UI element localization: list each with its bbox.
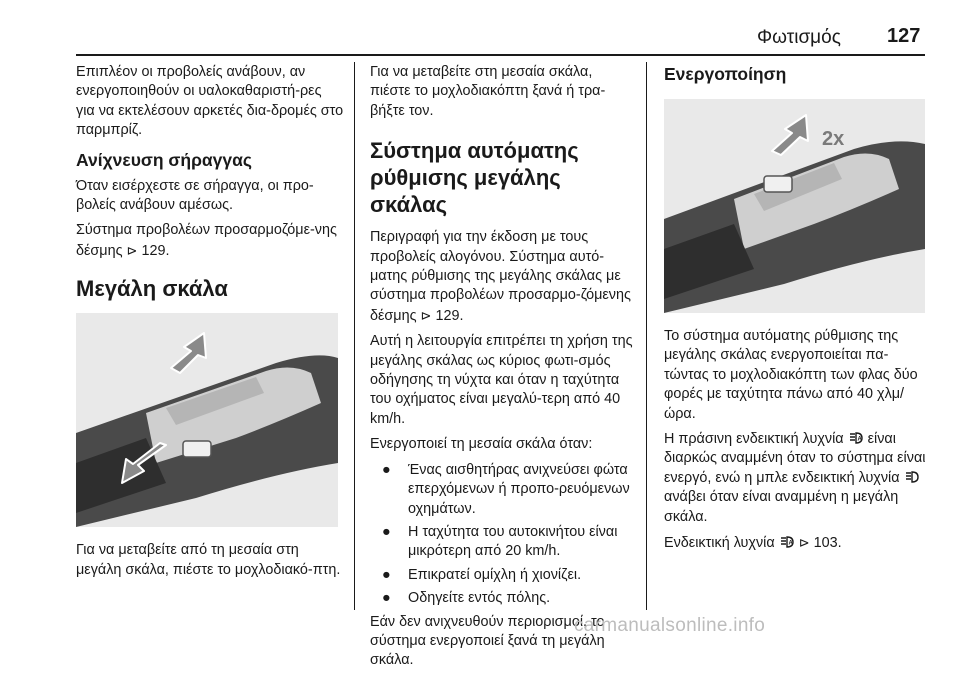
header-rule — [76, 54, 925, 56]
column-3 — [664, 63, 928, 559]
paragraph-indicator-ref: Ενδεικτική λυχνία A ⊳ 103. — [664, 535, 842, 552]
auto-high-beam-indicator-icon — [848, 432, 864, 444]
svg-text:A: A — [857, 436, 862, 443]
page-ref-icon: ⊳ — [420, 307, 432, 323]
list-item: ● Ένας αισθητήρας ανιχνεύσει φώτα επερχόμενων ή προπο-ρευόμενων οχημάτων. — [382, 461, 630, 517]
paragraph-activates-when: Ενεργοποιεί τη μεσαία σκάλα όταν: — [370, 436, 593, 453]
high-beam-stalk-figure — [76, 313, 338, 527]
page-header-title: Φωτισμός — [757, 27, 841, 48]
list-item: ● Οδηγείτε εντός πόλης. — [382, 590, 551, 607]
auto-high-beam-indicator-icon — [779, 536, 795, 548]
page-ref-link[interactable]: 129. — [141, 242, 170, 259]
press-twice-label: 2x — [822, 128, 845, 150]
paragraph-tunnel: Όταν εισέρχεστε σε σήραγγα, οι προ-βολείς ανάβουν αμέσως. — [76, 177, 314, 214]
paragraph-description — [370, 228, 636, 326]
paragraph-to-low-beam: Για να μεταβείτε στη μεσαία σκάλα, πιέστε το μοχλοδιακόπτη ξανά ή τρα-βήξτε τον. — [370, 64, 606, 119]
heading-activation: Ενεργοποίηση — [664, 64, 787, 84]
watermark: carmanualsonline.info — [574, 615, 766, 636]
heading-tunnel-detection: Ανίχνευση σήραγγας — [76, 149, 252, 170]
page-ref-link[interactable]: 103. — [813, 535, 842, 552]
column-1 — [76, 63, 344, 586]
paragraph-reactivate: Εάν δεν ανιχνευθούν περιορισμοί, το σύστημα ενεργοποιεί ξανά τη μεγάλη σκάλα. — [370, 613, 605, 669]
paragraph-function: Αυτή η λειτουργία επιτρέπει τη χρήση της μεγάλης σκάλας ως κύριος φωτι-σμός οδήγησης τη νύχτα και όταν η ταχύτητα του οχήματος είναι μεγαλύ-τερη από 40 km/h. — [370, 333, 633, 427]
column-2 — [370, 63, 636, 677]
paragraph-wipers: Επιπλέον οι προβολείς ανάβουν, αν ενεργοποιηθούν οι υαλοκαθαριστή-ρες για να εκτελέσουν αρκετές δια-δρομές στο παρμπρίζ. — [76, 64, 344, 139]
list-item: ● Επικρατεί ομίχλη ή χιονίζει. — [382, 566, 582, 583]
paragraph-activation: Το σύστημα αυτόματης ρύθμισης της μεγάλης σκάλας ενεργοποιείται πα-τώντας το μοχλοδιακόπτη των φλας δύο φορές με ταχύτητα πάνω από 40 χλμ/ώρα. — [664, 328, 918, 422]
page-number: 127 — [887, 25, 921, 47]
page-ref-link[interactable]: 129. — [435, 307, 464, 324]
page-ref-icon: ⊳ — [798, 535, 810, 551]
page-ref-icon: ⊳ — [126, 242, 138, 258]
list-item: ● Η ταχύτητα του αυτοκινήτου είναι μικρότερη από 20 km/h. — [382, 523, 618, 560]
adaptive-ref-text: Σύστημα προβολέων προσαρμοζόμε-νης δέσμης — [76, 222, 337, 259]
column-divider-1 — [354, 62, 355, 610]
paragraph-indicators: Η πράσινη ενδεικτική λυχνία A είναι διαρκώς αναμμένη όταν το σύστημα είναι ενεργό, ενώ η μπλε ενδεικτική λυχνία ανάβει όταν είναι αναμμένη η μεγάλη σκάλα. — [664, 431, 926, 525]
svg-text:A: A — [788, 540, 793, 547]
heading-auto-high-beam: Σύστημα αυτόματης ρύθμισης μεγάλης σκάλας — [370, 138, 579, 218]
activation-stalk-figure — [664, 99, 925, 313]
high-beam-indicator-icon — [904, 471, 920, 483]
conditions-list — [370, 461, 636, 609]
paragraph-to-high-beam: Για να μεταβείτε από τη μεσαία στη μεγάλη σκάλα, πιέστε το μοχλοδιακό-πτη. — [76, 542, 341, 578]
paragraph-adaptive-ref — [76, 221, 344, 261]
description-text: Περιγραφή για την έκδοση με τους προβολείς αλογόνου. Σύστημα αυτό-ματης ρύθμισης της μεγάλης σκάλας με σύστημα προβολέων προσαρμο-ζόμενης δέσμης — [370, 229, 631, 324]
column-divider-2 — [646, 62, 647, 610]
heading-high-beam: Μεγάλη σκάλα — [76, 276, 228, 302]
